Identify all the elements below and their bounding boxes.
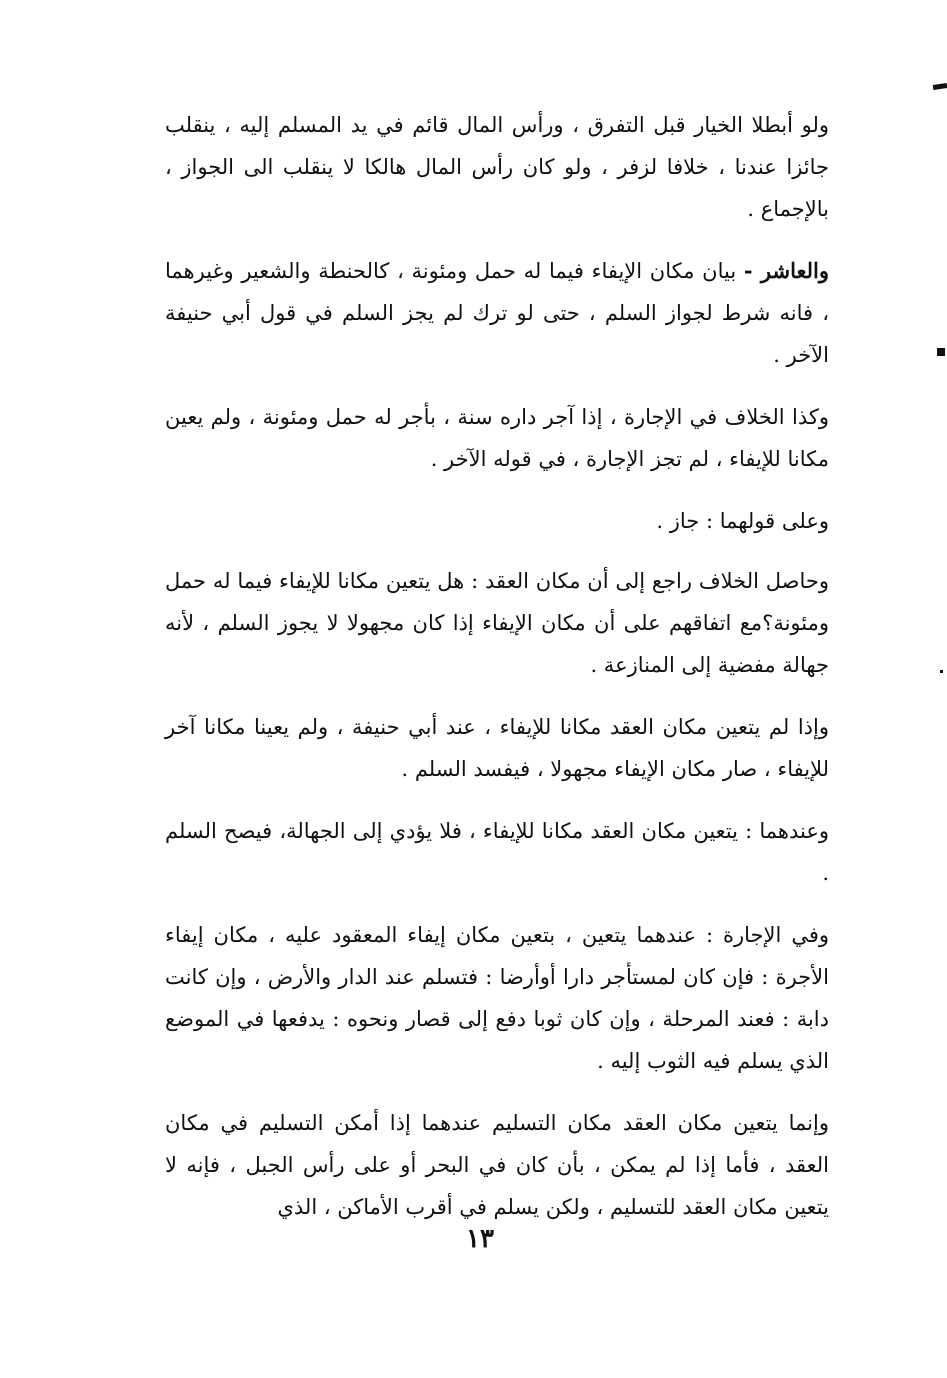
- paragraph: [165, 1102, 829, 1228]
- paragraph-text: وعلى قولهما : جاز .: [656, 509, 829, 533]
- paragraph: [165, 104, 829, 230]
- page-number: ١٣: [466, 1224, 494, 1254]
- paragraph: [165, 500, 829, 542]
- scan-mark: [933, 83, 947, 90]
- paragraph-text: وعندهما : يتعين مكان العقد مكانا للإيفاء ، فلا يؤدي إلى الجهالة، فيصح السلم .: [165, 819, 829, 885]
- paragraph-text: ولو أبطلا الخيار قبل التفرق ، ورأس المال قائم في يد المسلم إليه ، ينقلب جائزا عندنا ، خلافا لزفر ، ولو كان رأس المال هالكا لا ينقلب الى الجواز ، بالإجماع .: [165, 113, 829, 221]
- paragraph: [165, 914, 829, 1082]
- paragraph: [165, 250, 829, 376]
- paragraph: [165, 396, 829, 480]
- paragraph-text: بيان مكان الإيفاء فيما له حمل ومئونة ، كالحنطة والشعير وغيرهما ، فانه شرط لجواز السلم ، حتى لو ترك لم يجز السلم في قول أبي حنيفة الآخر .: [165, 259, 829, 367]
- body-text: [165, 104, 829, 1248]
- paragraph: [165, 810, 829, 894]
- paragraph-text: وإنما يتعين مكان العقد مكان التسليم عندهما إذا أمكن التسليم في مكان العقد ، فأما إذا لم يمكن ، بأن كان في البحر أو على رأس الجبل ، فإنه لا يتعين مكان العقد للتسليم ، ولكن يسلم في أقرب الأماكن ، الذي: [165, 1111, 829, 1219]
- paragraph-lead: والعاشر -: [743, 258, 829, 283]
- paragraph-text: وفي الإجارة : عندهما يتعين ، بتعين مكان إيفاء المعقود عليه ، مكان إيفاء الأجرة : فإن كان لمستأجر دارا أوأرضا : فتسلم عند الدار والأرض ، وإن كانت دابة : فعند المرحلة ، وإن كان ثوبا دفع إلى قصار ونحوه : يدفعها في الموضع الذي يسلم فيه الثوب إليه .: [165, 923, 829, 1073]
- paragraph: [165, 560, 829, 686]
- paragraph-text: وحاصل الخلاف راجع إلى أن مكان العقد : هل يتعين مكانا للإيفاء فيما له حمل ومئونة؟مع اتفاقهم على أن مكان الإيفاء إذا كان مجهولا لا يجوز السلم ، لأنه جهالة مفضية إلى المنازعة .: [165, 569, 829, 677]
- paragraph: [165, 706, 829, 790]
- paragraph-text: وكذا الخلاف في الإجارة ، إذا آجر داره سنة ، بأجر له حمل ومئونة ، ولم يعين مكانا للإيفاء ، لم تجز الإجارة ، في قوله الآخر .: [165, 405, 829, 471]
- scan-mark: [937, 348, 945, 356]
- scan-mark: [940, 670, 943, 673]
- paragraph-text: وإذا لم يتعين مكان العقد مكانا للإيفاء ، عند أبي حنيفة ، ولم يعينا مكانا آخر للإيفاء ، صار مكان الإيفاء مجهولا ، فيفسد السلم .: [165, 715, 829, 781]
